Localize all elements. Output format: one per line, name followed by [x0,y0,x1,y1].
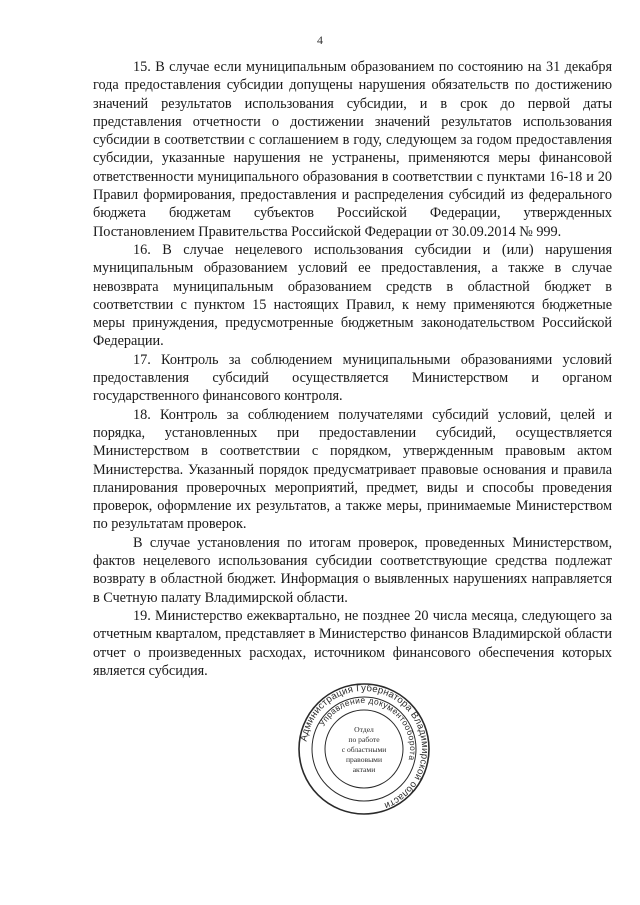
document-body [93,58,612,680]
paragraph-15: 15. В случае если муниципальным образованием по состоянию на 31 декабря года предоставления субсидии допущены нарушения обязательств по достижению значений результатов использования субсидии, и в срок до первой даты представления отчетности о достижении значений результатов использования субсидии в соответствии с соглашением в году, следующем за годом предоставления субсидии, указанные нарушения не устранены, применяются меры финансовой ответственности муниципального образования в соответствии с пунктами 16-18 и 20 Правил формирования, предоставления и распределения субсидий из федерального бюджета бюджетам субъектов Российской Федерации, утвержденных Постановлением Правительства Российской Федерации от 30.09.2014 № 999. [93,59,612,240]
stamp-outer-text: Администрация Губернатора Владимирской области [298,682,431,812]
paragraph-19: 19. Министерство ежеквартально, не позднее 20 числа месяца, следующего за отчетным кварталом, представляет в Министерство финансов Владимирской области отчет о произведенных расходах, источником финансового обеспечения которых является субсидия. [93,607,612,679]
paragraph-17: 17. Контроль за соблюдением муниципальными образованиями условий предоставления субсидий осуществляется Министерством и органом государственного финансового контроля. [93,351,612,405]
stamp-graphic [297,682,431,816]
stamp-center-line: актами [352,765,376,774]
official-stamp [297,682,431,816]
stamp-center-line: по работе [348,735,380,744]
stamp-inner-text: Управление документооборота [316,694,419,762]
page-number: 4 [317,33,323,47]
paragraph-18-continuation: В случае установления по итогам проверок, проведенных Министерством, фактов нецелевого использования субсидии соответствующие средства подлежат возврату в областной бюджет. Информация о выявленных нарушениях направляется в Счетную палату Владимирской области. [93,534,612,606]
stamp-center-line: с областными [341,745,387,754]
stamp-center-line: Отдел [354,725,374,734]
paragraph-16: 16. В случае нецелевого использования субсидии и (или) нарушения муниципальным образованием условий ее предоставления, а также в случае невозврата муниципальным образованием средств в областной бюджет в соответствии с пунктом 15 настоящих Правил, к нему применяются бюджетные меры принуждения, предусмотренные бюджетным законодательством Российской Федерации. [93,241,612,350]
paragraph-18: 18. Контроль за соблюдением получателями субсидий условий, целей и порядка, установленных при предоставлении субсидий, осуществляется Министерством в соответствии с порядком, утвержденным правовым актом Министерства. Указанный порядок предусматривает правовые основания и правила планирования проверочных мероприятий, предмет, виды и способы проведения проверок, оформление их результатов, а также меры, принимаемые Министерством по результатам проверок. [93,406,612,533]
stamp-center-line: правовыми [345,755,383,764]
